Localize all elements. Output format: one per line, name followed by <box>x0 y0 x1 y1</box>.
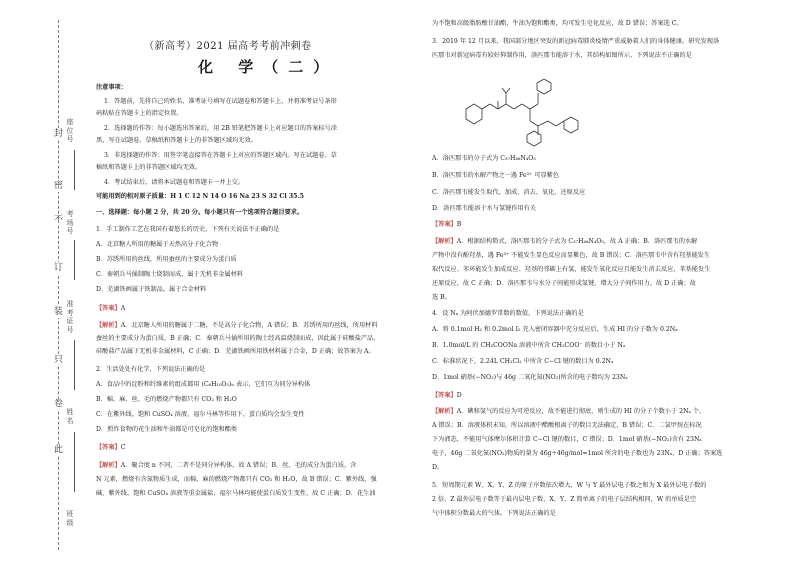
line-text: B <box>456 221 462 228</box>
line-text: 还原反应，故 C 正确；D．洛匹那韦与水分子间能形成氢键，增大分子间作用力，故 D 正确；故 <box>432 280 696 287</box>
question-line <box>96 226 279 234</box>
question-line <box>432 374 628 382</box>
line-text: A．食品中的淀粉和纤维素的组成都用 (C₆H₁₀O₅)ₙ 表示，它们互为同分异构体 <box>96 381 311 388</box>
line-text: A．北京糖人所用的糖属于天然高分子化合物 <box>96 241 219 248</box>
line-text: 4．设 Nₐ 为阿伏加德罗常数的数值，下列说法正确的是 <box>432 310 584 317</box>
question-line <box>96 271 243 279</box>
explanation-tag: 【解析】 <box>432 238 457 245</box>
line-text: 5．短周期元素 W、X、Y、Z 的原子序数依次增大，W 与 Y 最外层电子数之和为 X 最外层电子数的 <box>432 482 707 489</box>
line-text: 气中体积分数最大的气体。下列说法正确的是 <box>432 510 556 517</box>
notice-line: 1．答题前，先将自己的姓名、准考证号填写在试题卷和答题卡上，并将准考证号条形 <box>104 98 337 105</box>
seal-char: 卷 <box>53 399 63 409</box>
seal-char: 装 <box>53 307 63 317</box>
question-line <box>96 366 205 374</box>
question-line <box>432 326 678 334</box>
question-line <box>432 422 702 430</box>
question-line <box>432 20 683 28</box>
question-line <box>432 38 719 46</box>
answer-line <box>432 221 461 229</box>
question-line <box>432 280 696 288</box>
question-line <box>96 241 218 249</box>
line-text: 取代反应、苯环能发生加成反应、羟基的邻碳上有氢，能发生氧化反应且能发生消去反应、苯基能发生 <box>432 266 711 273</box>
explanation-tag: 【解析】 <box>432 408 457 415</box>
line-text: D．洛匹那韦能溶于水与氢键作用有关 <box>432 205 536 212</box>
fill-line <box>74 240 75 280</box>
atomic-masses: 可能用到的相对原子质量：H 1 C 12 N 14 O 16 Na 23 S 32 Cl 35.5 <box>96 193 304 200</box>
field-label: 姓名 <box>66 408 74 425</box>
question-line <box>96 381 310 389</box>
ring <box>466 104 482 124</box>
line-text: 1．手工制作工艺在我国有着悠长的历史，下列有关说法不正确的是 <box>96 226 280 233</box>
line-text: C．标准状况下，2.24L CH₂Cl₂ 中所含 C−Cl 键的数目为 0.2Nₐ <box>432 358 614 365</box>
seal-char: 密 <box>53 181 63 191</box>
line-text: B．苏绣所用的丝线，所用蚕丝的主要成分为蛋白质 <box>96 256 237 263</box>
line-text: A 错误；B．溶液体积未知，所以溶液中醋酸根离子的数目无法确定，B 错误；C．二氯甲烷在标况 <box>432 422 702 429</box>
line-text: A．将 0.1mol H₂ 和 0.2mol I₂ 充入密闭容器中充分反应后，生成 HI 的分子数为 0.2Nₐ <box>432 326 678 333</box>
line-text: 选 B。 <box>432 294 451 301</box>
question-line <box>432 510 556 518</box>
question-line <box>96 286 206 294</box>
field-label: 座位号 <box>66 118 74 143</box>
subject-title: 化 学（二） <box>198 58 339 76</box>
line-text: D．芜湖铁画属于铁制品，属于合金材料 <box>96 286 207 293</box>
notice-line: 4．考试结束后，请将本试题卷和答题卡一并上交。 <box>104 179 245 186</box>
question-line <box>96 490 375 498</box>
line-text: D．煎炸食物的花生油和牛油都是可皂化的饱和酯类 <box>96 426 238 433</box>
seal-char: 封 <box>53 129 63 139</box>
line-text: C．洛匹那韦能发生取代、加成、消去、氧化、还原反应 <box>432 189 586 196</box>
question-line <box>432 310 584 318</box>
explanation-tag: 【解析】 <box>96 462 121 469</box>
line-text: 匹那韦对新冠病毒有较好抑制作用，洛匹那韦能溶于水，其结构如图所示，下列说法不正确的是 <box>432 52 692 59</box>
field-label: 班级 <box>66 510 74 527</box>
explanation-line <box>432 408 705 416</box>
binding-margin <box>0 0 86 562</box>
field-label: 准考证号 <box>66 300 74 334</box>
dashed-cut-line <box>58 20 59 550</box>
question-line <box>432 172 559 180</box>
section-heading: 一、选择题：每小题 2 分，共 20 分。每小题只有一个选项符合题目要求。 <box>96 209 304 216</box>
line-text: D。 <box>432 464 444 471</box>
line-text: B．1.0mol/L 的 CH₃COONa 溶液中所含 CH₃COO⁻ 的数目小于 Nₐ <box>432 342 626 349</box>
notice-line: 2．选择题的作答：每小题选出答案后，用 2B 铅笔把答题卡上对应题目的答案标号涂 <box>104 125 337 132</box>
answer-line <box>96 305 125 313</box>
question-line <box>432 482 706 490</box>
seal-char: 此 <box>53 445 63 455</box>
question-line <box>432 436 702 444</box>
line-text: 2．生活处处有化学，下列说法正确的是 <box>96 366 206 373</box>
line-text: 3．2019 年 12 月以来，我国部分地区突发的新冠病毒肺炎疫情严重威胁着人们的身体健康。研究发现洛 <box>432 38 720 45</box>
question-line <box>432 266 710 274</box>
seal-char: 不 <box>53 215 63 225</box>
question-line <box>432 450 722 458</box>
question-line <box>96 411 305 419</box>
explanation-line <box>96 462 356 470</box>
line-text: B．棉、麻、丝、毛的燃烧产物都只有 CO₂ 和 H₂O <box>96 396 237 403</box>
explanation-line <box>432 238 697 246</box>
question-line <box>432 294 451 302</box>
answer-line <box>96 444 125 452</box>
question-line <box>432 52 692 60</box>
fill-line <box>74 150 75 190</box>
fill-line <box>74 432 75 492</box>
exam-title: （新高考）2021 届高考考前冲刺卷 <box>144 41 312 52</box>
answer-tag: 【答案】 <box>96 305 121 312</box>
question-line <box>96 396 237 404</box>
line-text: 下为液态，不能用气体摩尔体积计算 C−Cl 键的数目，C 错误；D．1mol 硝基(−NO₂)含有 23Nₐ <box>432 436 702 443</box>
answer-line <box>432 392 462 400</box>
line-text: D．1mol 硝基(−NO₂)与 46g 二氧化氮(NO₂)所含的电子数均为 23Nₐ <box>432 374 628 381</box>
line-text: A．洛匹那韦的分子式为 C₃₇H₄₈N₄O₅ <box>432 155 536 162</box>
line-text: 碱、紫外线、饱和 CuSO₄ 溶液等重金属盐、福尔马林均能使蛋白质发生变性，故 C 正确；D．花生油 <box>96 490 376 497</box>
notice-line: 黑，写在试题卷、草稿纸和答题卡上的非答题区域均无效。 <box>96 137 257 144</box>
line-text: C．在紫外线、饱和 CuSO₄ 溶液、福尔马林等作用下，蛋白质均会发生变性 <box>96 411 305 418</box>
line-text: 2 倍，Z 最外层电子数等于最内层电子数，X、Y、Z 简单离子的电子层结构相同，W 的单质是空 <box>432 496 697 503</box>
line-text: 产物中没有酚羟基，遇 Fe³⁺ 不能发生显色反应而显紫色，故 B 错误；C．洛匹那韦中含有羟基能发生 <box>432 252 711 259</box>
lopinavir-structure <box>458 79 586 149</box>
question-line <box>432 496 696 504</box>
question-line <box>432 155 536 163</box>
explanation-line <box>96 322 378 330</box>
notice-line: 稿纸和答题卡上的非答题区域均无效。 <box>96 164 202 171</box>
line-text: A．聚合度 n 不同，二者不是同分异构体，故 A 错误；B．丝、毛的成分为蛋白质，含 <box>120 462 357 469</box>
field-label: 考场号 <box>66 210 74 235</box>
question-line <box>96 426 237 434</box>
explanation-tag: 【解析】 <box>96 322 121 329</box>
line-text: 硅酸盐产品属于无机非金属材料，C 正确；D．芜湖铁画所用铁材料属于合金，D 正确；故答案为 A。 <box>96 348 375 355</box>
question-line <box>96 476 377 484</box>
question-line <box>432 358 613 366</box>
notice-heading: 注意事项： <box>96 84 127 91</box>
line-text: 蚕丝的主要成分为蛋白质，B 正确；C．秦朝兵马俑所用的陶土经高温烧制而成，因此属于硅酸盐产品， <box>96 335 380 342</box>
question-line <box>432 252 710 260</box>
answer-tag: 【答案】 <box>432 392 457 399</box>
line-text: N 元素，燃烧有含氮物质生成，而棉、麻的燃烧产物都只有 CO₂ 和 H₂O，故 B 错误；C．紫外线、强 <box>96 476 377 483</box>
line-text: D <box>456 392 462 399</box>
question-line <box>432 189 585 197</box>
line-text: A．北京糖人所用的糖属于二糖，不是高分子化合物，A 错误；B．苏绣所用的丝线，所用材料 <box>120 322 378 329</box>
answer-tag: 【答案】 <box>96 444 121 451</box>
line-text: A <box>120 305 126 312</box>
notice-line: 3．非选择题的作答：用签字笔直接答在答题卡上对应的答题区域内。写在试题卷、草 <box>104 152 337 159</box>
line-text: B．洛匹那韦的水解产物之一遇 Fe³⁺ 可显紫色 <box>432 172 560 179</box>
question-line <box>432 205 536 213</box>
seal-char: 订 <box>53 263 63 273</box>
question-line <box>96 335 380 343</box>
seal-char: 只 <box>53 355 63 365</box>
question-line <box>432 342 625 350</box>
line-text: C．秦朝兵马俑制陶土烧制而成，属于无机非金属材料 <box>96 271 244 278</box>
notice-line: 码粘贴在答题卡上的指定位置。 <box>96 110 183 117</box>
line-text: C <box>120 444 126 451</box>
question-line <box>96 348 375 356</box>
question-line <box>96 256 237 264</box>
line-text: 电子，46g 二氧化氮(NO₂)物质的量为 46g÷46g/mol=1mol 所含的电子数也为 23Nₐ，D 正确；答案选 <box>432 450 723 457</box>
line-text: 为不饱和高级脂肪酸甘油酯，牛油为饱和酯类，均可发生皂化反应，故 D 错误；答案选 C。 <box>432 20 683 27</box>
line-text: A．根据结构简式，洛匹那韦的分子式为 C₃₇H₄₈N₄O₅，故 A 正确；B．洛匹那韦的水解 <box>456 238 698 245</box>
answer-tag: 【答案】 <box>432 221 457 228</box>
line-text: A．碘和氢气的反应为可逆反应，故不能进行彻底，则生成的 HI 的分子个数小于 2Nₐ 个， <box>456 408 706 415</box>
fill-line <box>74 340 75 390</box>
question-line <box>432 464 443 472</box>
